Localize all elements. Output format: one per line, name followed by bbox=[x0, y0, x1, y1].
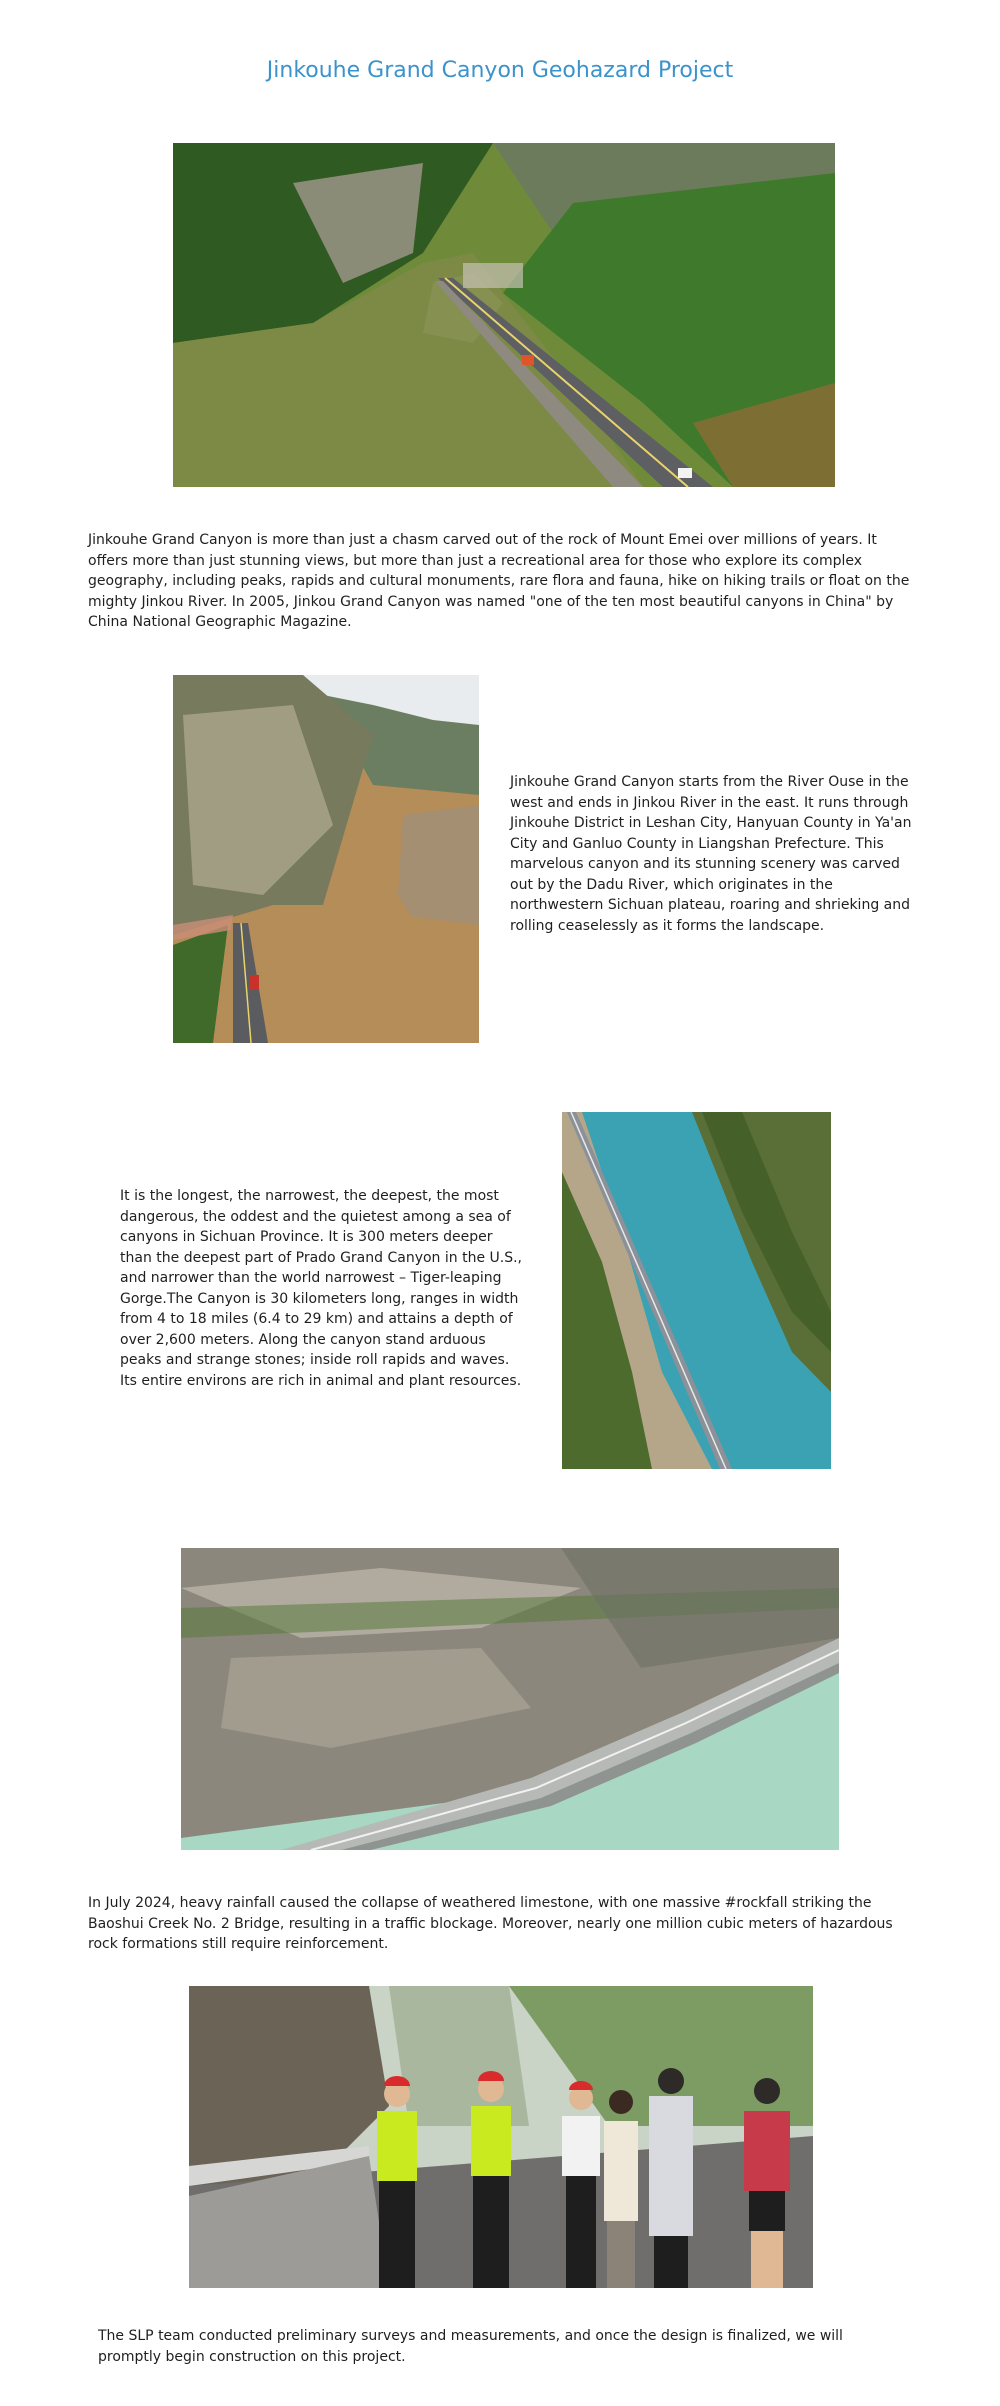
page-title: Jinkouhe Grand Canyon Geohazard Project bbox=[266, 58, 734, 83]
survey-team-on-bridge-photo bbox=[189, 1986, 813, 2288]
facts-paragraph: It is the longest, the narrowest, the deepest, the most dangerous, the oddest and the quietest among a sea of canyons in Sichuan Province. It is 300 meters deeper than the deepest part of Prado Grand Canyon in the U.S., and narrower than the world narrowest – Tiger-leaping Gorge.The Canyon is 30 kilometers long, ranges in width from 4 to 18 miles (6.4 to 29 km) and attains a depth of over 2,600 meters. Along the canyon stand arduous peaks and strange stones; inside roll rapids and waves. Its entire environs are rich in animal and plant resources. bbox=[120, 1188, 522, 1389]
top-down-river-road-photo bbox=[562, 1112, 831, 1469]
location-paragraph: Jinkouhe Grand Canyon starts from the River Ouse in the west and ends in Jinkou River in the east. It runs through Jinkouhe District in Leshan City, Hanyuan County in Ya'an City and Ganluo County in Liangshan Prefecture. This marvelous canyon and its stunning scenery was carved out by the Dadu River, which originates in the northwestern Sichuan plateau, roaring and shrieking and rolling ceaselessly as it forms the landscape. bbox=[510, 774, 912, 934]
canyon-riverside-road-photo bbox=[173, 675, 479, 1043]
intro-paragraph: Jinkouhe Grand Canyon is more than just a chasm carved out of the rock of Mount Emei over millions of years. It offers more than just stunning views, but more than just a recreational area for those who explore its complex geography, including peaks, rapids and cultural monuments, rare flora and fauna, hike on hiking trails or float on the mighty Jinkou River. In 2005, Jinkou Grand Canyon was named "one of the ten most beautiful canyons in China" by China National Geographic Magazine. bbox=[88, 532, 910, 630]
hazard-paragraph: In July 2024, heavy rainfall caused the collapse of weathered limestone, with one massive #rockfall striking the Baoshui Creek No. 2 Bridge, resulting in a traffic blockage. Moreover, nearly one million cubic meters of hazardous rock formations still require reinforcement. bbox=[88, 1895, 893, 1952]
aerial-river-canyon-highway-photo bbox=[173, 143, 835, 487]
closing-paragraph: The SLP team conducted preliminary surveys and measurements, and once the design is finalized, we will promptly begin construction on this project. bbox=[98, 2328, 843, 2365]
cliff-elevated-road-photo bbox=[181, 1548, 839, 1850]
